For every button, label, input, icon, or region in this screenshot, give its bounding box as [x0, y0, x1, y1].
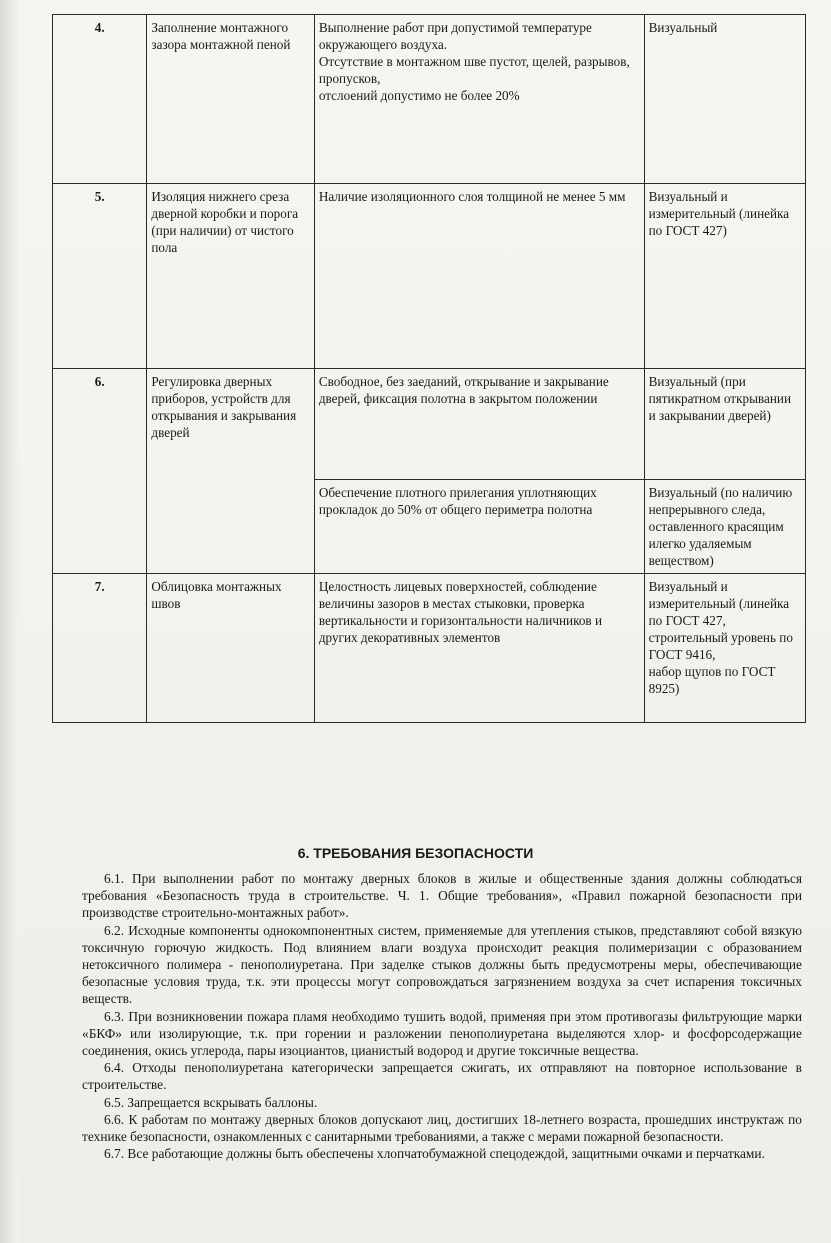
requirement-cell [314, 480, 644, 574]
requirement-cell [314, 184, 644, 369]
paragraph: 6.1. При выполнении работ по монтажу дверных блоков в жилые и общественные здания должны соблюдаться требования «Безопасность труда в строительстве. Ч. 1. Общие требования», «Правил пожарной безопасности при производстве строительно-монтажных работ». [82, 871, 802, 921]
control-line: Визуальный и измерительный (линейка по ГОСТ 427, [648, 579, 790, 628]
row-number: 5. [53, 184, 147, 369]
operation-name: Облицовка монтажных швов [147, 574, 314, 723]
paragraph: 6.4. Отходы пенополиуретана категорически запрещается сжигать, их отправляют на повторное использование в строительстве. [82, 1060, 802, 1093]
requirement-cell [314, 574, 644, 723]
requirement-line: отслоений допустимо не более 20% [318, 88, 520, 103]
paragraph: 6.2. Исходные компоненты однокомпонентных систем, применяемые для утепления стыков, представляют собой вязкую токсичную горючую жидкость. Под влиянием влаги воздуха происходит реакция полимеризации с образованием нетоксичного полимера - пенополиуретана. При заделке стыков должны быть предусмотрены меры, обеспечивающие безопасные условия труда, т.к. эти процессы могут сопровождаться загрязнением воздуха за счет испарения токсичных веществ. [82, 922, 802, 1007]
operation-name: Заполнение монтажного зазора монтажной пеной [147, 15, 314, 184]
paragraph: 6.3. При возникновении пожара пламя необходимо тушить водой, применяя при этом противогазы фильтрующие марки «БКФ» или изолирующие, т.к. при горении и разложении пенополиуретана выделяются хлор- и фосфорсодержащие соединения, окись углерода, пары изоциантов, цианистый водород и другие токсичные вещества. [82, 1008, 802, 1059]
row-number: 7. [53, 574, 147, 723]
requirement-line: Целостность лицевых поверхностей, соблюдение величины зазоров в местах стыковки, проверка вертикальности и горизонтальности наличников и других декоративных элементов [318, 579, 603, 645]
operation-name: Регулировка дверных приборов, устройств для открывания и закрывания дверей [147, 369, 314, 574]
page-edge-shadow [0, 0, 18, 1243]
paragraph: 6.6. К работам по монтажу дверных блоков допускают лиц, достигших 18-летнего возраста, прошедших инструктаж по технике безопасности, ознакомленных с санитарными требованиями, а также с мерами пожарной безопасности. [82, 1111, 802, 1145]
section-title: 6. ТРЕБОВАНИЯ БЕЗОПАСНОСТИ [297, 845, 534, 861]
requirement-line: Отсутствие в монтажном шве пустот, щелей, разрывов, пропусков, [318, 54, 630, 86]
paragraph: 6.7. Все работающие должны быть обеспечены хлопчатобумажной спецодеждой, защитными очками и перчатками. [104, 1146, 765, 1162]
requirement-line: Свободное, без заеданий, открывание и закрывание дверей, фиксация полотна в закрытом положении [318, 374, 609, 406]
table-row [53, 574, 806, 723]
inspection-table [52, 14, 806, 723]
row-number: 6. [53, 369, 147, 574]
control-method: Визуальный [644, 15, 805, 184]
table-row [53, 184, 806, 369]
operation-name [147, 184, 314, 369]
control-line: набор щупов по ГОСТ 8925) [648, 664, 776, 696]
requirement-cell [314, 369, 644, 480]
requirement-line: Обеспечение плотного прилегания уплотняющих прокладок до 50% от общего периметра полотна [318, 485, 597, 517]
control-method [644, 574, 805, 723]
control-line: строительный уровень по ГОСТ 9416, [648, 630, 793, 662]
control-method: Визуальный и измерительный (линейка по ГОСТ 427) [644, 184, 805, 369]
paragraph: 6.5. Запрещается вскрывать баллоны. [104, 1094, 318, 1110]
table-row [53, 15, 806, 184]
operation-name-line: дверной коробки и порога (при наличии) от чистого пола [151, 206, 299, 255]
section-body [82, 870, 802, 1162]
control-method: Визуальный (при пятикратном открывании и закрывании дверей) [644, 369, 805, 480]
requirement-line: Наличие изоляционного слоя толщиной не менее 5 мм [318, 189, 626, 204]
control-method: Визуальный (по наличию непрерывного следа, оставленного красящим илегко удаляемым веществом) [644, 480, 805, 574]
table-row [53, 369, 806, 480]
requirement-line: Выполнение работ при допустимой температуре окружающего воздуха. [318, 20, 592, 52]
requirement-cell [314, 15, 644, 184]
row-number: 4. [53, 15, 147, 184]
operation-name-line: Изоляция нижнего среза [151, 189, 290, 204]
